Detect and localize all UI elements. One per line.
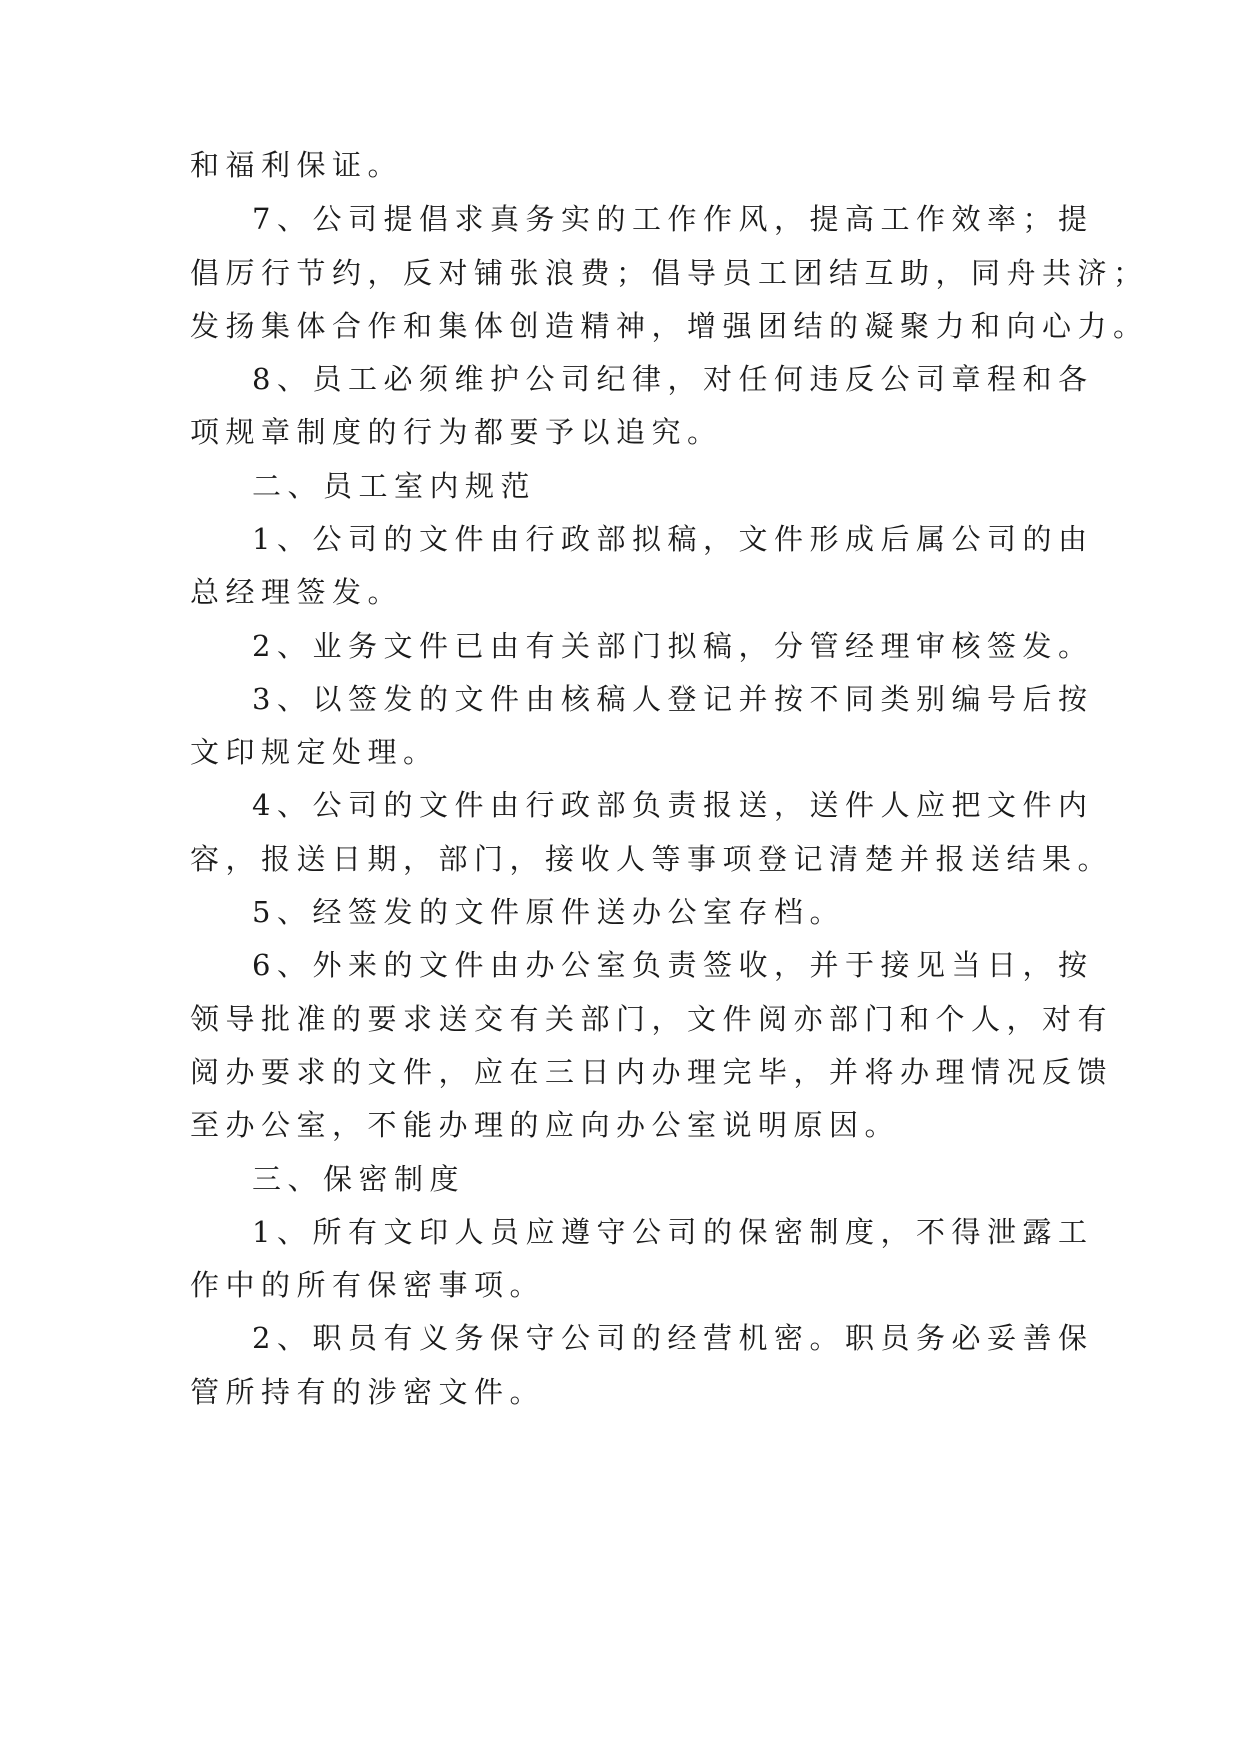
text-line: 总经理签发。 bbox=[190, 575, 404, 609]
text-line: 4、公司的文件由行政部负责报送，送件人应把文件内 bbox=[252, 788, 1094, 822]
section-heading: 二、员工室内规范 bbox=[252, 469, 537, 503]
text-line: 领导批准的要求送交有关部门，文件阅亦部门和个人，对有 bbox=[190, 1002, 1114, 1036]
text-line: 6、外来的文件由办公室负责签收，并于接见当日，按 bbox=[252, 948, 1094, 982]
text-line: 1、公司的文件由行政部拟稿，文件形成后属公司的由 bbox=[252, 522, 1094, 556]
text-line: 发扬集体合作和集体创造精神，增强团结的凝聚力和向心力。 bbox=[190, 309, 1149, 343]
text-line: 2、职员有义务保守公司的经营机密。职员务必妥善保 bbox=[252, 1321, 1094, 1355]
text-line: 8、员工必须维护公司纪律，对任何违反公司章程和各 bbox=[252, 362, 1094, 396]
text-line: 项规章制度的行为都要予以追究。 bbox=[190, 415, 723, 449]
text-line: 管所持有的涉密文件。 bbox=[190, 1375, 546, 1409]
text-line: 2、业务文件已由有关部门拟稿，分管经理审核签发。 bbox=[252, 629, 1094, 663]
text-line: 7、公司提倡求真务实的工作作风，提高工作效率；提 bbox=[252, 202, 1094, 236]
text-line: 3、以签发的文件由核稿人登记并按不同类别编号后按 bbox=[252, 682, 1094, 716]
text-line: 文印规定处理。 bbox=[190, 735, 439, 769]
text-line: 5、经签发的文件原件送办公室存档。 bbox=[252, 895, 845, 929]
text-line: 阅办要求的文件，应在三日内办理完毕，并将办理情况反馈 bbox=[190, 1055, 1114, 1089]
text-line: 和福利保证。 bbox=[190, 148, 404, 182]
text-line: 倡厉行节约，反对铺张浪费；倡导员工团结互助，同舟共济； bbox=[190, 256, 1149, 290]
text-line: 容，报送日期，部门，接收人等事项登记清楚并报送结果。 bbox=[190, 842, 1114, 876]
text-line: 至办公室，不能办理的应向办公室说明原因。 bbox=[190, 1108, 901, 1142]
section-heading: 三、保密制度 bbox=[252, 1162, 466, 1196]
text-line: 作中的所有保密事项。 bbox=[190, 1268, 546, 1302]
text-line: 1、所有文印人员应遵守公司的保密制度，不得泄露工 bbox=[252, 1215, 1094, 1249]
